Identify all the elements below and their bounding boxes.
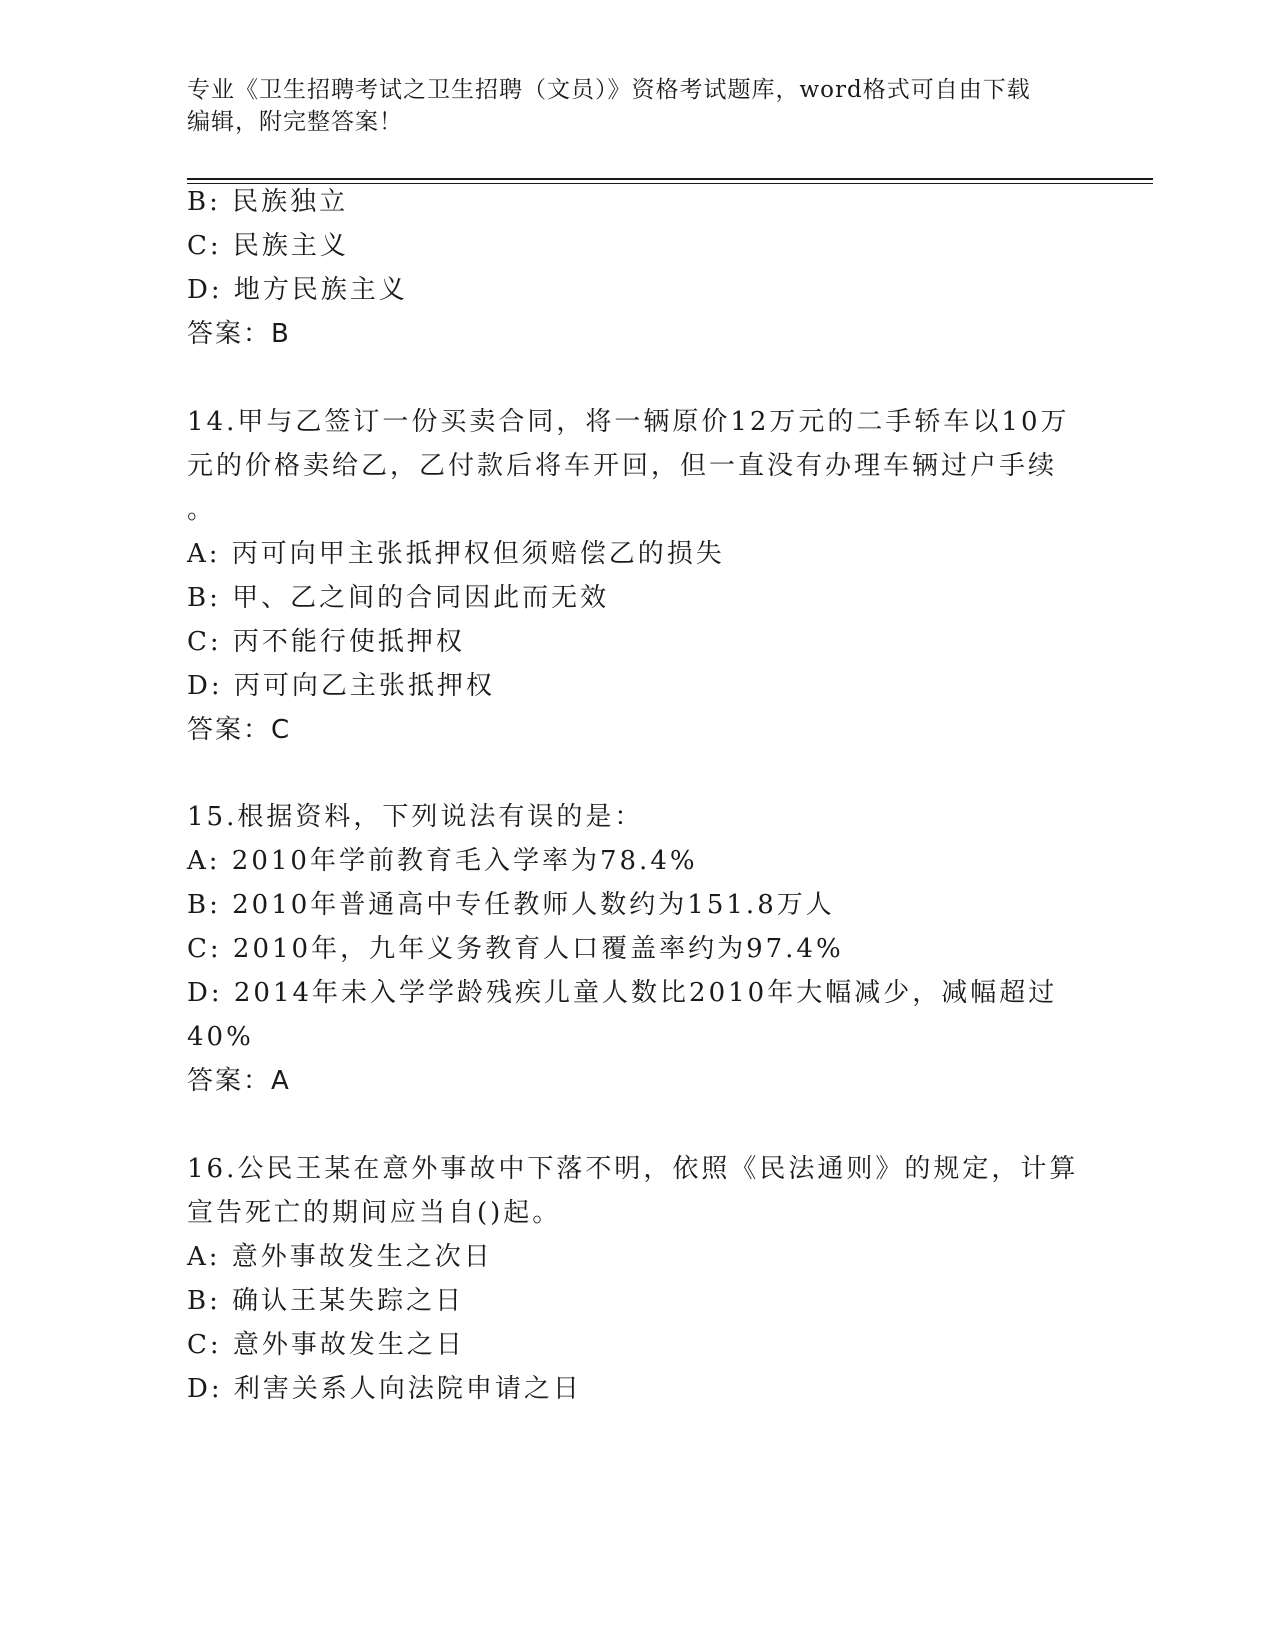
q14-answer: 答案：C — [187, 715, 292, 745]
q13-answer: 答案：B — [187, 319, 291, 349]
q16-stem-line-2: 宣告死亡的期间应当自()起。 — [187, 1198, 562, 1228]
q15-option-c: C: 2010年，九年义务教育人口覆盖率约为97.4% — [187, 934, 844, 964]
q13-option-d: D: 地方民族主义 — [187, 275, 408, 305]
q16-option-b: B: 确认王某失踪之日 — [187, 1286, 465, 1316]
q14-option-d: D: 丙可向乙主张抵押权 — [187, 671, 495, 701]
q16-option-c: C: 意外事故发生之日 — [187, 1330, 465, 1360]
header-line-2: 编辑，附完整答案！ — [187, 109, 403, 135]
q15-answer: 答案：A — [187, 1066, 291, 1096]
q16-option-d: D: 利害关系人向法院申请之日 — [187, 1374, 582, 1404]
header-line-1: 专业《卫生招聘考试之卫生招聘（文员）》资格考试题库，word格式可自由下载 — [187, 77, 1031, 103]
document-header — [187, 74, 1067, 138]
q14-stem-line-1: 14.甲与乙签订一份买卖合同，将一辆原价12万元的二手轿车以10万 — [187, 407, 1070, 437]
header-divider-thin — [187, 183, 1153, 184]
q13-option-b: B: 民族独立 — [187, 187, 349, 217]
q14-option-c: C: 丙不能行使抵押权 — [187, 627, 465, 657]
q13-option-c: C: 民族主义 — [187, 231, 349, 261]
q16-option-a: A: 意外事故发生之次日 — [187, 1242, 493, 1272]
q15-option-b: B: 2010年普通高中专任教师人数约为151.8万人 — [187, 890, 835, 920]
header-divider-thick — [187, 178, 1153, 180]
q15-option-d-line-1: D: 2014年未入学学龄残疾儿童人数比2010年大幅减少，减幅超过 — [187, 978, 1058, 1008]
q15-option-a: A: 2010年学前教育毛入学率为78.4% — [187, 846, 698, 876]
q14-stem-line-3: 。 — [187, 495, 217, 525]
q15-stem: 15.根据资料，下列说法有误的是： — [187, 802, 644, 832]
q14-option-b: B: 甲、乙之间的合同因此而无效 — [187, 583, 610, 613]
q16-stem-line-1: 16.公民王某在意外事故中下落不明，依照《民法通则》的规定，计算 — [187, 1154, 1079, 1184]
q15-option-d-line-2: 40% — [187, 1022, 254, 1052]
q14-stem-line-2: 元的价格卖给乙，乙付款后将车开回，但一直没有办理车辆过户手续 — [187, 451, 1058, 481]
q14-option-a: A: 丙可向甲主张抵押权但须赔偿乙的损失 — [187, 539, 725, 569]
